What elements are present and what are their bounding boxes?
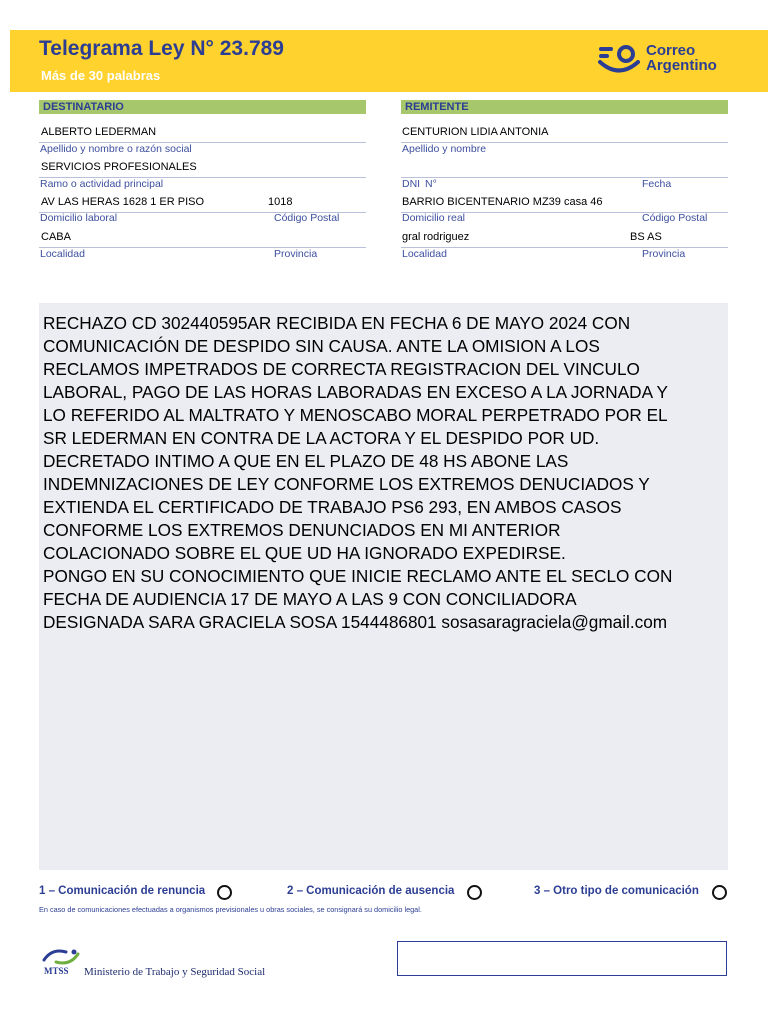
- message-line: LABORAL, PAGO DE LAS HORAS LABORADAS EN EXCESO A LA JORNADA Y: [43, 382, 669, 402]
- mtss-logo-icon: [40, 946, 82, 966]
- rem-province-label: Provincia: [642, 248, 686, 260]
- mtss-acronym: MTSS: [44, 966, 69, 976]
- dest-name-label: Apellido y nombre o razón social: [40, 143, 192, 155]
- remitente-section-header: REMITENTE: [401, 100, 728, 114]
- message-line: DESIGNADA SARA GRACIELA SOSA 1544486801 sosasaragraciela@gmail.com: [43, 612, 668, 632]
- dest-address-value[interactable]: AV LAS HERAS 1628 1 ER PISO: [41, 196, 205, 208]
- message-text: [43, 312, 723, 634]
- option-otro-label: 3 – Otro tipo de comunicación: [534, 885, 699, 897]
- message-line: EXTIENDA EL CERTIFICADO DE TRABAJO PS6 293, EN AMBOS CASOS: [43, 497, 622, 517]
- rem-address-value[interactable]: BARRIO BICENTENARIO MZ39 casa 46: [402, 196, 603, 208]
- destinatario-section-header: DESTINATARIO: [39, 100, 366, 114]
- message-line: RECLAMOS IMPETRADOS DE CORRECTA REGISTRACION DEL VINCULO: [43, 359, 640, 379]
- dest-address-label: Domicilio laboral: [40, 212, 118, 224]
- dest-province-label: Provincia: [274, 248, 318, 260]
- message-line: FECHA DE AUDIENCIA 17 DE MAYO A LAS 9 CON CONCILIADORA: [43, 589, 577, 609]
- form-subtitle: Más de 30 palabras: [41, 68, 161, 83]
- message-line: DECRETADO INTIMO A QUE EN EL PLAZO DE 48 HS ABONE LAS: [43, 451, 569, 471]
- message-line: INDEMNIZACIONES DE LEY CONFORME LOS EXTREMOS DENUCIADOS Y: [43, 474, 650, 494]
- ministry-name: Ministerio de Trabajo y Seguridad Social: [84, 966, 266, 978]
- rem-dni-label: DNI: [402, 178, 421, 190]
- option-renuncia-radio[interactable]: [217, 885, 232, 900]
- dest-activity-value[interactable]: SERVICIOS PROFESIONALES: [41, 161, 197, 173]
- rem-date-label: Fecha: [642, 178, 672, 190]
- brand-name: [646, 43, 717, 73]
- dest-postal-value[interactable]: 1018: [268, 196, 293, 208]
- header-edge: [0, 30, 10, 92]
- rem-number-label: N°: [425, 178, 437, 190]
- rem-address-label: Domicilio real: [402, 212, 466, 224]
- rem-dni-rule: [401, 177, 728, 178]
- option-ausencia-radio[interactable]: [467, 885, 482, 900]
- message-line: COLACIONADO SOBRE EL QUE UD HA IGNORADO EXPEDIRSE.: [43, 543, 566, 563]
- dest-activity-label: Ramo o actividad principal: [40, 178, 164, 190]
- form-title: Telegrama Ley N° 23.789: [39, 37, 284, 60]
- brand-line-2: Argentino: [646, 57, 717, 74]
- dest-locality-label: Localidad: [40, 248, 85, 260]
- rem-name-label: Apellido y nombre: [402, 143, 487, 155]
- option-ausencia-label: 2 – Comunicación de ausencia: [287, 885, 455, 897]
- signature-box[interactable]: [397, 941, 727, 976]
- option-renuncia-label: 1 – Comunicación de renuncia: [39, 885, 206, 897]
- rem-postal-label: Código Postal: [642, 212, 708, 224]
- dest-postal-label: Código Postal: [274, 212, 340, 224]
- message-line: PONGO EN SU CONOCIMIENTO QUE INICIE RECLAMO ANTE EL SECLO CON: [43, 566, 673, 586]
- legal-note: En caso de comunicaciones efectuadas a organismos previsionales u obras sociales, se consignará su domicilio legal.: [39, 905, 422, 914]
- correo-argentino-logo-icon: [598, 43, 640, 73]
- message-line: CONFORME LOS EXTREMOS DENUNCIADOS EN MI ANTERIOR: [43, 520, 561, 540]
- rem-province-value[interactable]: BS AS: [630, 231, 662, 243]
- rem-name-value[interactable]: CENTURION LIDIA ANTONIA: [402, 126, 549, 138]
- brand-line-1: Correo: [646, 42, 696, 59]
- message-line: LO REFERIDO AL MALTRATO Y MENOSCABO MORAL PERPETRADO POR EL: [43, 405, 668, 425]
- message-line: SR LEDERMAN EN CONTRA DE LA ACTORA Y EL DESPIDO POR UD.: [43, 428, 600, 448]
- dest-locality-value[interactable]: CABA: [41, 231, 71, 243]
- option-otro-radio[interactable]: [712, 885, 727, 900]
- dest-name-value[interactable]: ALBERTO LEDERMAN: [41, 126, 157, 138]
- rem-locality-value[interactable]: gral rodriguez: [402, 231, 470, 243]
- rem-locality-label: Localidad: [402, 248, 447, 260]
- message-line: COMUNICACIÓN DE DESPIDO SIN CAUSA. ANTE LA OMISION A LOS: [43, 336, 600, 356]
- message-line: RECHAZO CD 302440595AR RECIBIDA EN FECHA 6 DE MAYO 2024 CON: [43, 313, 631, 333]
